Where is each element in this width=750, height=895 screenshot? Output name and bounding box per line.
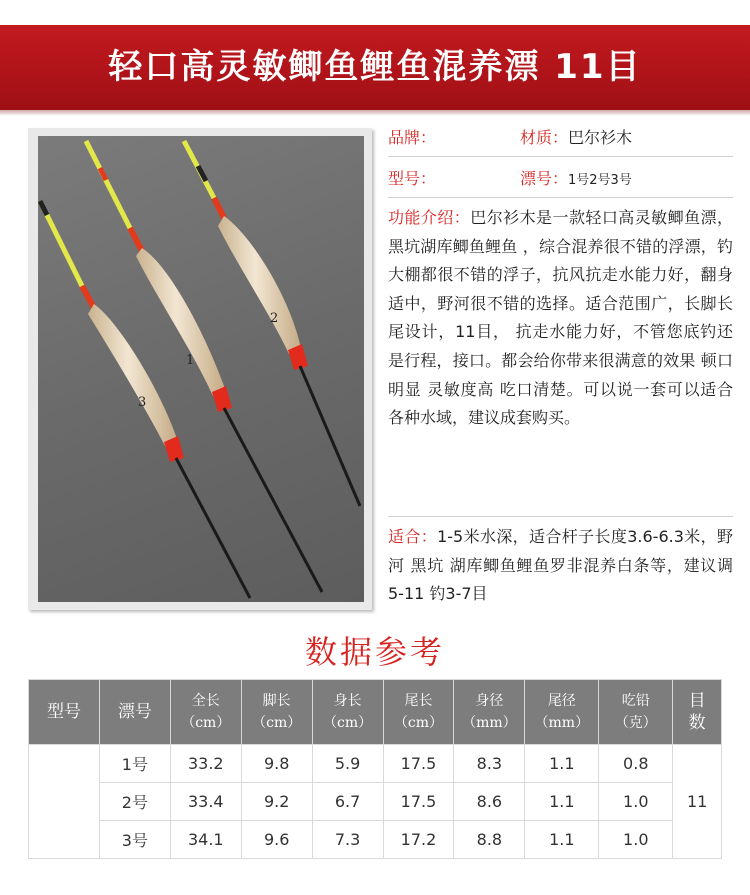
spec-row-model-float <box>388 166 733 189</box>
model-cell <box>29 745 100 859</box>
material-value: 巴尔衫木 <box>568 128 633 147</box>
tail-diameter-cell: 1.1 <box>525 745 599 783</box>
header-body-length: 身长 （cm） <box>312 680 383 745</box>
header-tail-length: 尾长 （cm） <box>383 680 454 745</box>
float-1-number: 1 <box>186 353 195 368</box>
header-float-no: 漂号 <box>99 680 170 745</box>
header-tail-diameter: 尾径 （mm） <box>525 680 599 745</box>
float-no-group <box>520 166 632 189</box>
spec-table <box>28 679 722 859</box>
body-length-cell: 7.3 <box>312 821 383 859</box>
tail-diameter-cell: 1.1 <box>525 783 599 821</box>
lead-cell: 1.0 <box>599 783 673 821</box>
foot-length-cell: 9.8 <box>241 745 312 783</box>
body-length-cell: 6.7 <box>312 783 383 821</box>
header-lead: 吃铅 （克） <box>599 680 673 745</box>
float-no-cell: 3号 <box>99 821 170 859</box>
header-mesh: 目 数 <box>673 680 722 745</box>
table-row <box>29 821 722 859</box>
divider <box>388 197 733 198</box>
page-title: 轻口高灵敏鲫鱼鲤鱼混养漂 11目 <box>108 47 642 87</box>
material-label: 材质： <box>520 128 569 147</box>
body-length-cell: 5.9 <box>312 745 383 783</box>
float-no-label: 漂号： <box>520 169 569 188</box>
lead-cell: 1.0 <box>599 821 673 859</box>
tail-diameter-cell: 1.1 <box>525 821 599 859</box>
body-diameter-cell: 8.3 <box>454 745 525 783</box>
header-model: 型号 <box>29 680 100 745</box>
suitable-description <box>388 523 733 609</box>
float-no-value: 1号2号3号 <box>568 173 632 188</box>
body-diameter-cell: 8.8 <box>454 821 525 859</box>
suitable-text: 1-5米水深，适合杆子长度3.6-6.3米，野河 黑坑 湖库鲫鱼鲤鱼罗非混养白条等，建议调5-11 钓3-7目 <box>388 527 733 604</box>
banner-shadow <box>0 110 750 116</box>
table-row <box>29 745 722 783</box>
spec-row-brand-material <box>388 125 733 148</box>
tail-length-cell: 17.5 <box>383 745 454 783</box>
tail-length-cell: 17.2 <box>383 821 454 859</box>
header-foot-length: 脚长 （cm） <box>241 680 312 745</box>
brand-label: 品牌： <box>388 128 437 147</box>
table-header-row <box>29 680 722 745</box>
float-no-cell: 2号 <box>99 783 170 821</box>
float-2 <box>184 141 360 506</box>
function-text: 巴尔衫木是一款轻口高灵敏鲫鱼漂， 黑坑湖库鲫鱼鲤鱼 ，综合混养很不错的浮漂，钓大棚都很不错的浮子，抗风抗走水能力好，翻身适中，野河很不错的选择。适合范围广，长脚长尾设计，11目， 抗走水能力好，不管您底钓还是行程，接口。都会给你带来很满意的效果 顿口明显 灵敏度高 吃口清楚。可以说一套可以适合各种水域，建议成套购买。 <box>388 208 733 428</box>
tail-length-cell: 17.5 <box>383 783 454 821</box>
total-length-cell: 33.4 <box>170 783 241 821</box>
body-diameter-cell: 8.6 <box>454 783 525 821</box>
float-no-cell: 1号 <box>99 745 170 783</box>
header-total-length: 全长 （cm） <box>170 680 241 745</box>
float-3-number: 3 <box>138 395 147 410</box>
title-banner <box>0 25 750 110</box>
mesh-cell: 11 <box>673 745 722 859</box>
divider <box>388 516 733 517</box>
function-label: 功能介绍： <box>388 208 471 227</box>
material-group <box>520 125 632 148</box>
table-row <box>29 783 722 821</box>
function-description <box>388 204 733 433</box>
suitable-label: 适合： <box>388 527 438 546</box>
data-reference-title: 数据参考 <box>304 633 445 671</box>
model-label: 型号： <box>388 169 437 188</box>
fishing-float-photo-icon <box>38 136 364 602</box>
total-length-cell: 34.1 <box>170 821 241 859</box>
foot-length-cell: 9.6 <box>241 821 312 859</box>
divider <box>388 156 733 157</box>
total-length-cell: 33.2 <box>170 745 241 783</box>
product-photo <box>38 136 364 602</box>
float-2-number: 2 <box>270 311 279 326</box>
product-photo-frame <box>28 128 372 610</box>
foot-length-cell: 9.2 <box>241 783 312 821</box>
header-body-diameter: 身径 （mm） <box>454 680 525 745</box>
lead-cell: 0.8 <box>599 745 673 783</box>
